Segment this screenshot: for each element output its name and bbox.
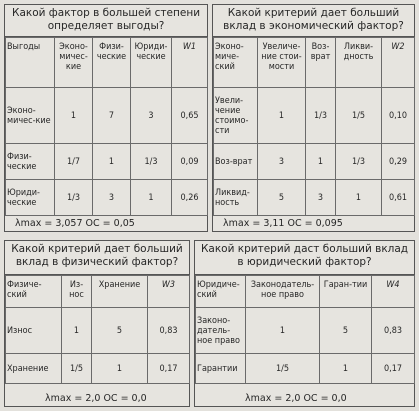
comparison-matrix [213,37,415,216]
cell: 3 [131,88,172,144]
cell: 1 [246,308,320,354]
row-header: Ликвид-ность [214,180,258,216]
cell: 1/3 [306,88,336,144]
cell: 7 [93,88,131,144]
table-title: Какой фактор в большей степени определяет выгоды? [5,5,207,37]
table-row [6,308,190,354]
cell: 0,09 [172,144,208,180]
row-header: Юриди-ческие [6,180,55,216]
cell: 1/5 [246,354,320,384]
cell: 1 [131,180,172,216]
table-row [6,88,208,144]
cell: 3 [258,144,306,180]
cell: 0,65 [172,88,208,144]
column-header: Ликви-дность [336,38,382,88]
table-row [214,144,415,180]
cell: 3 [306,180,336,216]
column-header: Юридиче-ский [196,276,246,308]
cell: 1 [306,144,336,180]
economic-criteria-table [212,4,415,232]
consistency-footer: λmax = 2,0 ОС = 0,0 [245,393,347,404]
cell: 0,17 [148,354,190,384]
row-header: Хранение [6,354,62,384]
cell: 5 [92,308,148,354]
cell: 1/3 [55,180,93,216]
table-row [196,354,415,384]
cell: 5 [320,308,372,354]
row-header: Воз-врат [214,144,258,180]
column-header: W3 [148,276,190,308]
column-header: Юриди-ческие [131,38,172,88]
physical-criteria-table [4,240,190,407]
consistency-footer: λmax = 3,11 ОС = 0,095 [223,218,343,229]
cell: 0,17 [372,354,415,384]
column-header: Увеличе-ние стои-мости [258,38,306,88]
cell: 5 [258,180,306,216]
cell: 0,26 [172,180,208,216]
comparison-matrix [5,275,190,384]
comparison-matrix [5,37,208,216]
column-header: Эконо-миче-ский [214,38,258,88]
cell: 0,61 [382,180,415,216]
row-header: Физи-ческие [6,144,55,180]
row-header: Увели-чение стоимо-сти [214,88,258,144]
cell: 1 [92,354,148,384]
table-row [214,180,415,216]
table-row [214,88,415,144]
cell: 1/3 [131,144,172,180]
cell: 1 [258,88,306,144]
column-header: W2 [382,38,415,88]
table-title: Какой критерий даст больший вклад в юридический фактор? [195,241,414,275]
cell: 1 [320,354,372,384]
consistency-footer: λmax = 2,0 ОС = 0,0 [45,393,147,404]
row-header: Износ [6,308,62,354]
cell: 1/5 [336,88,382,144]
column-header: W1 [172,38,208,88]
column-header: Эконо-мичес-кие [55,38,93,88]
table-row [196,308,415,354]
cell: 0,83 [148,308,190,354]
cell: 1 [93,144,131,180]
economic-benefits-table [4,4,208,232]
column-header: Хранение [92,276,148,308]
cell: 3 [93,180,131,216]
column-header: Физи-ческие [93,38,131,88]
column-header: Физиче-ский [6,276,62,308]
comparison-matrix [195,275,415,384]
cell: 1 [62,308,92,354]
cell: 0,10 [382,88,415,144]
table-row [6,180,208,216]
column-header: Гаран-тии [320,276,372,308]
row-header: Эконо-мичес-кие [6,88,55,144]
column-header: Выгоды [6,38,55,88]
table-title: Какой критерий дает больший вклад в физический фактор? [5,241,189,275]
table-row [6,144,208,180]
table-title: Какой критерий дает больший вклад в экономический фактор? [213,5,414,37]
cell: 1/5 [62,354,92,384]
cell: 0,83 [372,308,415,354]
cell: 1/7 [55,144,93,180]
cell: 0,29 [382,144,415,180]
cell: 1/3 [336,144,382,180]
column-header: Из-нос [62,276,92,308]
cell: 1 [55,88,93,144]
consistency-footer: λmax = 3,057 ОС = 0,05 [15,218,135,229]
column-header: Воз-врат [306,38,336,88]
column-header: W4 [372,276,415,308]
row-header: Гарантии [196,354,246,384]
column-header: Законодатель-ное право [246,276,320,308]
table-row [6,354,190,384]
legal-criteria-table [194,240,415,407]
cell: 1 [336,180,382,216]
row-header: Законо-датель-ное право [196,308,246,354]
